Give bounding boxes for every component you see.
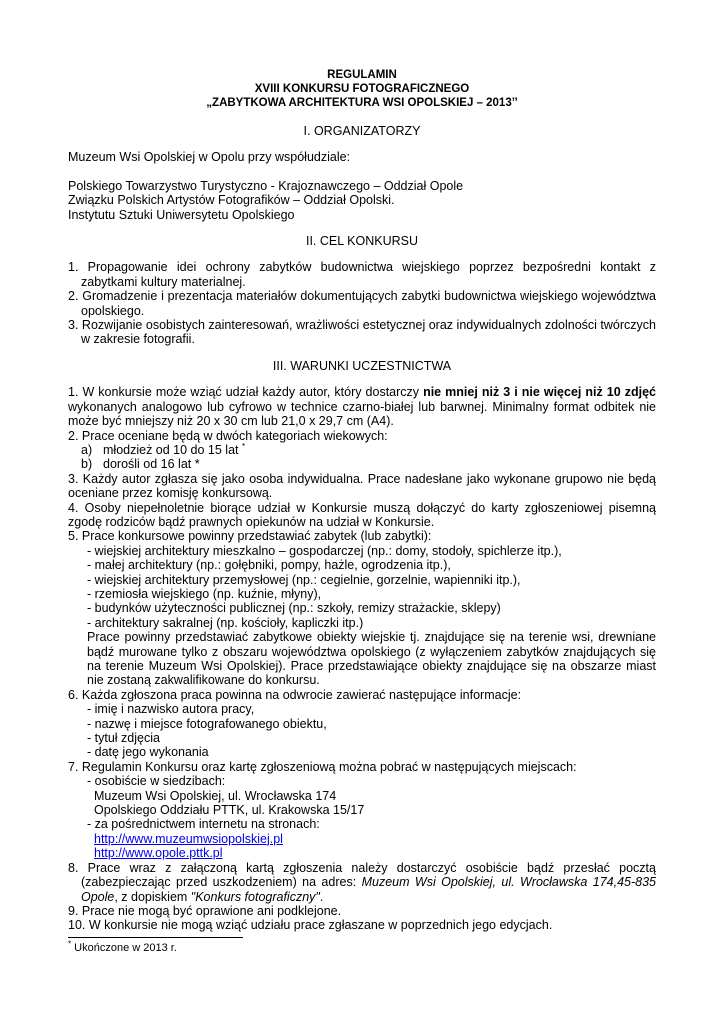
title-line-1: REGULAMIN xyxy=(327,69,397,81)
subject-item: - małej architektury (np.: gołębniki, pompy, hażle, ogrodzenia itp.), xyxy=(87,558,451,573)
condition-9: 9. Prace nie mogą być oprawione ani podklejone. xyxy=(68,903,342,918)
address-pttk: Opolskiego Oddziału PTTK, ul. Krakowska 15/17 xyxy=(94,803,365,818)
organizer-item: Polskiego Towarzystwo Turystyczno - Krajoznawczego – Oddział Opole xyxy=(68,178,464,193)
organizer-item: Instytutu Sztuki Uniwersytetu Opolskiego xyxy=(68,207,295,222)
age-category-b: b) dorośli od 16 lat * xyxy=(81,457,200,472)
submission-note: "Konkurs fotograficzny" xyxy=(190,889,320,904)
pttk-website-link[interactable]: http://www.opole.pttk.pl xyxy=(94,846,223,861)
address-museum: Muzeum Wsi Opolskiej, ul. Wrocławska 174 xyxy=(94,788,337,803)
download-online: - za pośrednictwem internetu na stronach: xyxy=(87,817,320,832)
info-item: - tytuł zdjęcia xyxy=(87,731,160,746)
subject-note: Prace powinny przedstawiać zabytkowe obiekty wiejskie tj. znajdujące się na terenie wsi, drewniane bądź murowane tylko z obszaru województwa opolskiego (z wyłączeniem zabytków znajdujących się na terenie Muzeum Wsi Opolskiej). Prace przedstawiające obiekty znajdujące się na obszarze miast nie zostaną zakwalifikowane do konkursu. xyxy=(87,630,656,688)
museum-website-link[interactable]: http://www.muzeumwsiopolskiej.pl xyxy=(94,831,283,846)
section-heading-organizers: I. ORGANIZATORZY xyxy=(303,124,421,138)
goal-item: 2. Gromadzenie i prezentacja materiałów dokumentujących zabytki budownictwa wiejskiego województwa opolskiego. xyxy=(68,289,656,318)
condition-2: 2. Prace oceniane będą w dwóch kategoriach wiekowych: xyxy=(68,428,388,443)
organizers-intro: Muzeum Wsi Opolskiej w Opolu przy współudziale: xyxy=(68,150,351,165)
condition-10: 10. W konkursie nie mogą wziąć udziału prace zgłaszane w poprzednich jego edycjach. xyxy=(68,918,553,933)
title-line-3: „ZABYTKOWA ARCHITEKTURA WSI OPOLSKIEJ – 2013’’ xyxy=(206,97,518,109)
info-item: - nazwę i miejsce fotografowanego obiektu, xyxy=(87,716,327,731)
doc-title xyxy=(68,68,656,110)
title-line-2: XVIII KONKURSU FOTOGRAFICZNEGO xyxy=(254,83,470,95)
age-category-a: a) młodzież od 10 do 15 lat * xyxy=(81,441,246,457)
footnote: * Ukończone w 2013 r. xyxy=(68,939,177,954)
condition-3: 3. Każdy autor zgłasza się jako osoba indywidualna. Prace nadesłane jako wykonane grupowo nie będą oceniane przez komisję konkursową. xyxy=(68,471,656,501)
condition-8: 8. Prace wraz z załączoną kartą zgłoszenia należy dostarczyć osobiście bądź przesłać pocztą (zabezpieczając przed uszkodzeniem) na adres: Muzeum Wsi Opolskiej, ul. Wrocławska 174,45-835 Opole, z dopiskiem "Konkurs fotograficzny". xyxy=(68,860,656,904)
info-item: - datę jego wykonania xyxy=(87,745,209,760)
footnote-divider xyxy=(68,937,243,938)
museum-address: Muzeum Wsi Opolskiej, ul. Wrocławska 174,45-835 Opole xyxy=(81,875,656,904)
document-page xyxy=(68,68,656,933)
condition-7: 7. Regulamin Konkursu oraz kartę zgłoszeniową można pobrać w następujących miejscach: xyxy=(68,759,577,774)
condition-6: 6. Każda zgłoszona praca powinna na odwrocie zawierać następujące informacje: xyxy=(68,687,522,702)
download-in-person: - osobiście w siedzibach: xyxy=(87,774,226,789)
condition-1: 1. W konkursie może wziąć udział każdy autor, który dostarczy nie mniej niż 3 i nie więcej niż 10 zdjęć wykonanych analogowo lub cyfrowo w technice czarno-białej lub barwnej. Minimalny format odbitek nie może być mniejszy niż 20 x 30 cm lub 21,0 x 29,7 cm (A4). xyxy=(68,385,656,429)
section-heading-goal: II. CEL KONKURSU xyxy=(305,234,419,249)
subject-item: - wiejskiej architektury przemysłowej (np.: cegielnie, gorzelnie, wapienniki itp.), xyxy=(87,572,521,587)
goal-item: 1. Propagowanie idei ochrony zabytków budownictwa wiejskiego poprzez bezpośredni kontakt z zabytkami kultury materialnej. xyxy=(68,260,656,289)
subject-item: - rzemiosła wiejskiego (np. kuźnie, młyny), xyxy=(87,586,322,601)
condition-5: 5. Prace konkursowe powinny przedstawiać zabytek (lub zabytki): xyxy=(68,529,432,544)
photo-count-emphasis: nie mniej niż 3 i nie więcej niż 10 zdjęć xyxy=(423,385,656,400)
subject-item: - wiejskiej architektury mieszkalno – gospodarczej (np.: domy, stodoły, spichlerze itp.), xyxy=(87,543,562,558)
section-heading-conditions: III. WARUNKI UCZESTNICTWA xyxy=(272,358,452,373)
condition-4: 4. Osoby niepełnoletnie biorące udział w Konkursie muszą dołączyć do karty zgłoszeniowej pisemną zgodę rodziców bądź prawnych opiekunów na udział w Konkursie. xyxy=(68,500,656,529)
subject-item: - architektury sakralnej (np. kościoły, kapliczki itp.) xyxy=(87,615,364,630)
organizer-item: Związku Polskich Artystów Fotografików – Oddział Opolski. xyxy=(68,193,395,208)
subject-item: - budynków użyteczności publicznej (np.: szkoły, remizy strażackie, sklepy) xyxy=(87,601,501,616)
info-item: - imię i nazwisko autora pracy, xyxy=(87,702,255,717)
goal-item: 3. Rozwijanie osobistych zainteresowań, wrażliwości estetycznej oraz indywidualnych zdolności twórczych w zakresie fotografii. xyxy=(68,318,656,347)
